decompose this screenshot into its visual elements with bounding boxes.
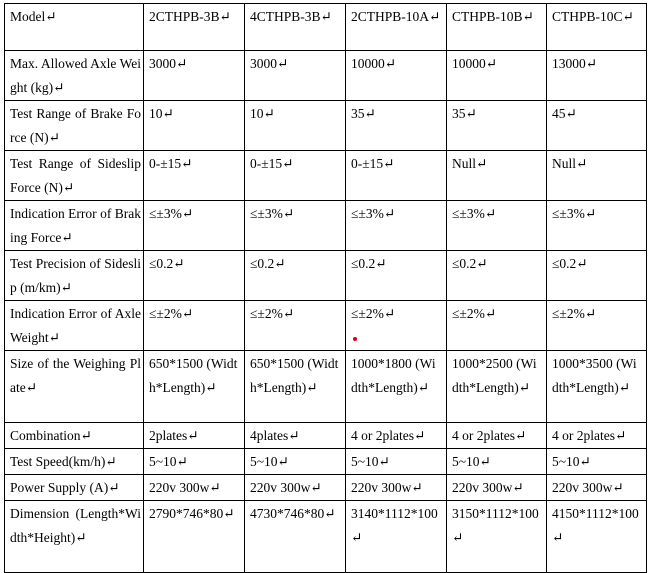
table-cell: ≤0.2↵ bbox=[547, 251, 647, 301]
table-row bbox=[5, 501, 647, 573]
table-cell: 4 or 2plates↵ bbox=[547, 423, 647, 449]
table-cell: 650*1500 (Width*Length)↵ bbox=[144, 351, 245, 423]
table-cell: 10↵ bbox=[245, 101, 346, 151]
table-cell: 220v 300w↵ bbox=[346, 475, 447, 501]
table-cell: 4plates↵ bbox=[245, 423, 346, 449]
header-cell: CTHPB-10C↵ bbox=[547, 4, 647, 51]
header-cell: 2CTHPB-3B↵ bbox=[144, 4, 245, 51]
table-cell: 0-±15↵ bbox=[245, 151, 346, 201]
table-cell: 220v 300w↵ bbox=[447, 475, 547, 501]
table-cell: ≤±2%↵ bbox=[144, 301, 245, 351]
table-cell: 35↵ bbox=[346, 101, 447, 151]
row-label: Size of the Weighing Plate↵ bbox=[5, 351, 144, 423]
table-cell: ≤±3%↵ bbox=[547, 201, 647, 251]
table-row bbox=[5, 251, 647, 301]
table-cell: ≤±2%↵ bbox=[447, 301, 547, 351]
table-cell: Null↵ bbox=[447, 151, 547, 201]
table-cell: Null↵ bbox=[547, 151, 647, 201]
table-cell: ≤0.2↵ bbox=[144, 251, 245, 301]
red-dot-mark bbox=[353, 337, 357, 341]
row-label: Indication Error of Axle Weight↵ bbox=[5, 301, 144, 351]
table-cell: 35↵ bbox=[447, 101, 547, 151]
table-row bbox=[5, 351, 647, 423]
header-cell: Model↵ bbox=[5, 4, 144, 51]
table-cell: ≤±3%↵ bbox=[245, 201, 346, 251]
table-cell: ≤0.2↵ bbox=[447, 251, 547, 301]
table-cell: 3150*1112*100↵ bbox=[447, 501, 547, 573]
table-cell: 2790*746*80↵ bbox=[144, 501, 245, 573]
table-row bbox=[5, 301, 647, 351]
table-row bbox=[5, 201, 647, 251]
table-cell: 5~10↵ bbox=[245, 449, 346, 475]
row-label: Power Supply (A)↵ bbox=[5, 475, 144, 501]
table-cell: ≤0.2↵ bbox=[245, 251, 346, 301]
table-cell: 3140*1112*100↵ bbox=[346, 501, 447, 573]
table-cell: 4730*746*80↵ bbox=[245, 501, 346, 573]
table-cell: 13000↵ bbox=[547, 51, 647, 101]
table-row bbox=[5, 423, 647, 449]
table-cell-text: ≤±2%↵ bbox=[351, 306, 396, 321]
table-cell: 0-±15↵ bbox=[346, 151, 447, 201]
table-cell: ≤±3%↵ bbox=[144, 201, 245, 251]
table-row bbox=[5, 449, 647, 475]
row-label: Dimension (Length*Width*Height)↵ bbox=[5, 501, 144, 573]
table-cell: 5~10↵ bbox=[144, 449, 245, 475]
header-row bbox=[5, 4, 647, 51]
table-cell: 1000*1800 (Width*Length)↵ bbox=[346, 351, 447, 423]
table-cell: 4 or 2plates↵ bbox=[346, 423, 447, 449]
table-cell: 220v 300w↵ bbox=[144, 475, 245, 501]
table-cell: ≤±2%↵ bbox=[547, 301, 647, 351]
table-cell: 4150*1112*100↵ bbox=[547, 501, 647, 573]
header-cell: CTHPB-10B↵ bbox=[447, 4, 547, 51]
table-cell: ≤±3%↵ bbox=[447, 201, 547, 251]
table-cell: 5~10↵ bbox=[547, 449, 647, 475]
table-row bbox=[5, 51, 647, 101]
row-label: Combination↵ bbox=[5, 423, 144, 449]
table-cell: ≤±2%↵ bbox=[245, 301, 346, 351]
table-cell: 3000↵ bbox=[144, 51, 245, 101]
table-row bbox=[5, 101, 647, 151]
table-cell: 220v 300w↵ bbox=[245, 475, 346, 501]
table-row bbox=[5, 475, 647, 501]
table-cell: 0-±15↵ bbox=[144, 151, 245, 201]
table-cell: 5~10↵ bbox=[447, 449, 547, 475]
table-cell: 10000↵ bbox=[447, 51, 547, 101]
table-cell: 4 or 2plates↵ bbox=[447, 423, 547, 449]
header-cell: 4CTHPB-3B↵ bbox=[245, 4, 346, 51]
table-cell bbox=[346, 301, 447, 351]
row-label: Indication Error of Braking Force↵ bbox=[5, 201, 144, 251]
row-label: Test Speed(km/h)↵ bbox=[5, 449, 144, 475]
table-cell: 10↵ bbox=[144, 101, 245, 151]
table-cell: 1000*2500 (Width*Length)↵ bbox=[447, 351, 547, 423]
table-cell: 45↵ bbox=[547, 101, 647, 151]
header-cell: 2CTHPB-10A↵ bbox=[346, 4, 447, 51]
table-cell: 1000*3500 (Width*Length)↵ bbox=[547, 351, 647, 423]
table-cell: ≤±3%↵ bbox=[346, 201, 447, 251]
table-row bbox=[5, 151, 647, 201]
row-label: Test Range of Sideslip Force (N)↵ bbox=[5, 151, 144, 201]
row-label: Test Precision of Sideslip (m/km)↵ bbox=[5, 251, 144, 301]
row-label: Test Range of Brake Force (N)↵ bbox=[5, 101, 144, 151]
table-cell: 650*1500 (Width*Length)↵ bbox=[245, 351, 346, 423]
table-cell: 10000↵ bbox=[346, 51, 447, 101]
table-cell: 220v 300w↵ bbox=[547, 475, 647, 501]
table-cell: ≤0.2↵ bbox=[346, 251, 447, 301]
table-cell: 2plates↵ bbox=[144, 423, 245, 449]
row-label: Max. Allowed Axle Weight (kg)↵ bbox=[5, 51, 144, 101]
table-cell: 5~10↵ bbox=[346, 449, 447, 475]
table-cell: 3000↵ bbox=[245, 51, 346, 101]
spec-table bbox=[4, 3, 647, 573]
